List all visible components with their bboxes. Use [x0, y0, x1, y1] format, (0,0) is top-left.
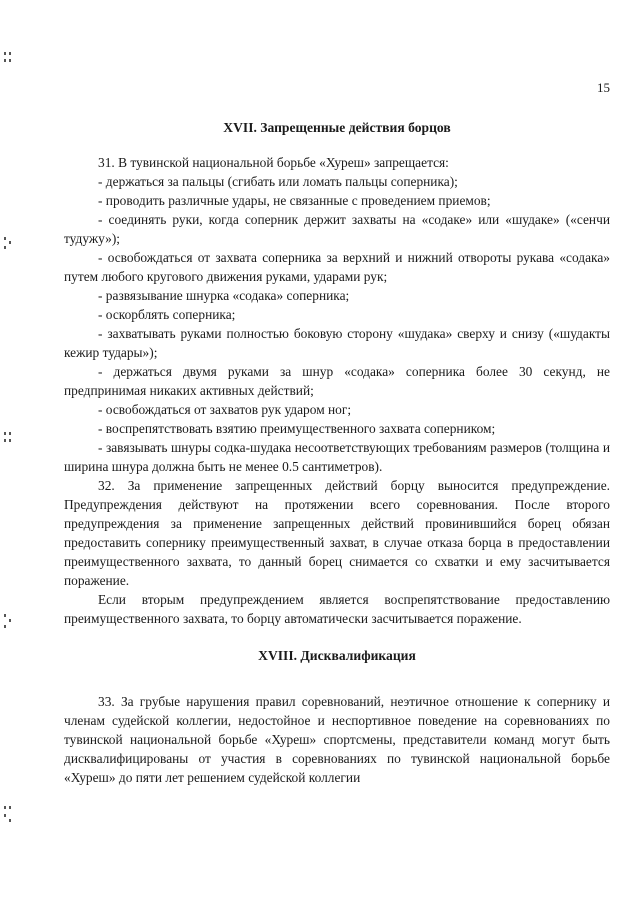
list-item: - оскорблять соперника;	[98, 307, 236, 322]
list-item: - соединять руки, когда соперник держит захваты на «содаке» или «шудаке» («сенчи тудужу»);	[64, 212, 610, 246]
list-item: - освобождаться от захвата соперника за верхний и нижний отвороты рукава «содака» путем любого кругового движения руками, ударами рук;	[64, 250, 610, 284]
list-item: - проводить различные удары, не связанные с проведением приемов;	[98, 193, 491, 208]
section-title: XVIII. Дисквалификация	[258, 648, 416, 663]
list-item: - держаться двумя руками за шнур «содака» соперника более 30 секунд, не предпринимая никаких активных действий;	[64, 364, 610, 398]
clause-33: 33. За грубые нарушения правил соревнований, неэтичное отношение к сопернику и членам судейской коллегии, недостойное и неспортивное поведение на соревнованиях по тувинской национальной борьбе «Хуреш» спортсмены, представители команд могут быть дисквалифицированы от участия в соревнованиях по тувинской национальной борьбе «Хуреш» до пяти лет решением судейской коллегии	[64, 694, 610, 785]
clause-31-intro: 31. В тувинской национальной борьбе «Хуреш» запрещается:	[98, 155, 449, 170]
list-item: - развязывание шнурка «содака» соперника;	[98, 288, 350, 303]
page-number: 15	[597, 80, 610, 95]
clause-32: 32. За применение запрещенных действий борцу выносится предупреждение. Предупреждения действуют на протяжении всего соревнования. После второго предупреждения за применение запрещенных действий провинившийся борец обязан предоставить сопернику преимущественный захват, в случае отказа борца в предоставлении преимущественного захвата, то данный борец снимается со схватки и ему засчитывается поражение.	[64, 478, 610, 588]
document-body	[64, 118, 610, 787]
clause-32-extra: Если вторым предупреждением является воспрепятствование предоставлению преимущественного захвата, то борцу автоматически засчитывается поражение.	[64, 592, 610, 626]
list-item: - захватывать руками полностью боковую сторону «шудака» сверху и снизу («шудакты кежир тудары»);	[64, 326, 610, 360]
list-item: - держаться за пальцы (сгибать или ломать пальцы соперника);	[98, 174, 458, 189]
spacer	[64, 682, 610, 692]
list-item: - завязывать шнуры содка-шудака несоответствующих требованиям размеров (толщина и ширина шнура должна быть не менее 0.5 сантиметров).	[64, 440, 610, 474]
list-item: - воспрепятствовать взятию преимущественного захвата соперником;	[98, 421, 496, 436]
list-item: - освобождаться от захватов рук ударом ног;	[98, 402, 352, 417]
section-title: XVII. Запрещенные действия борцов	[223, 120, 451, 135]
